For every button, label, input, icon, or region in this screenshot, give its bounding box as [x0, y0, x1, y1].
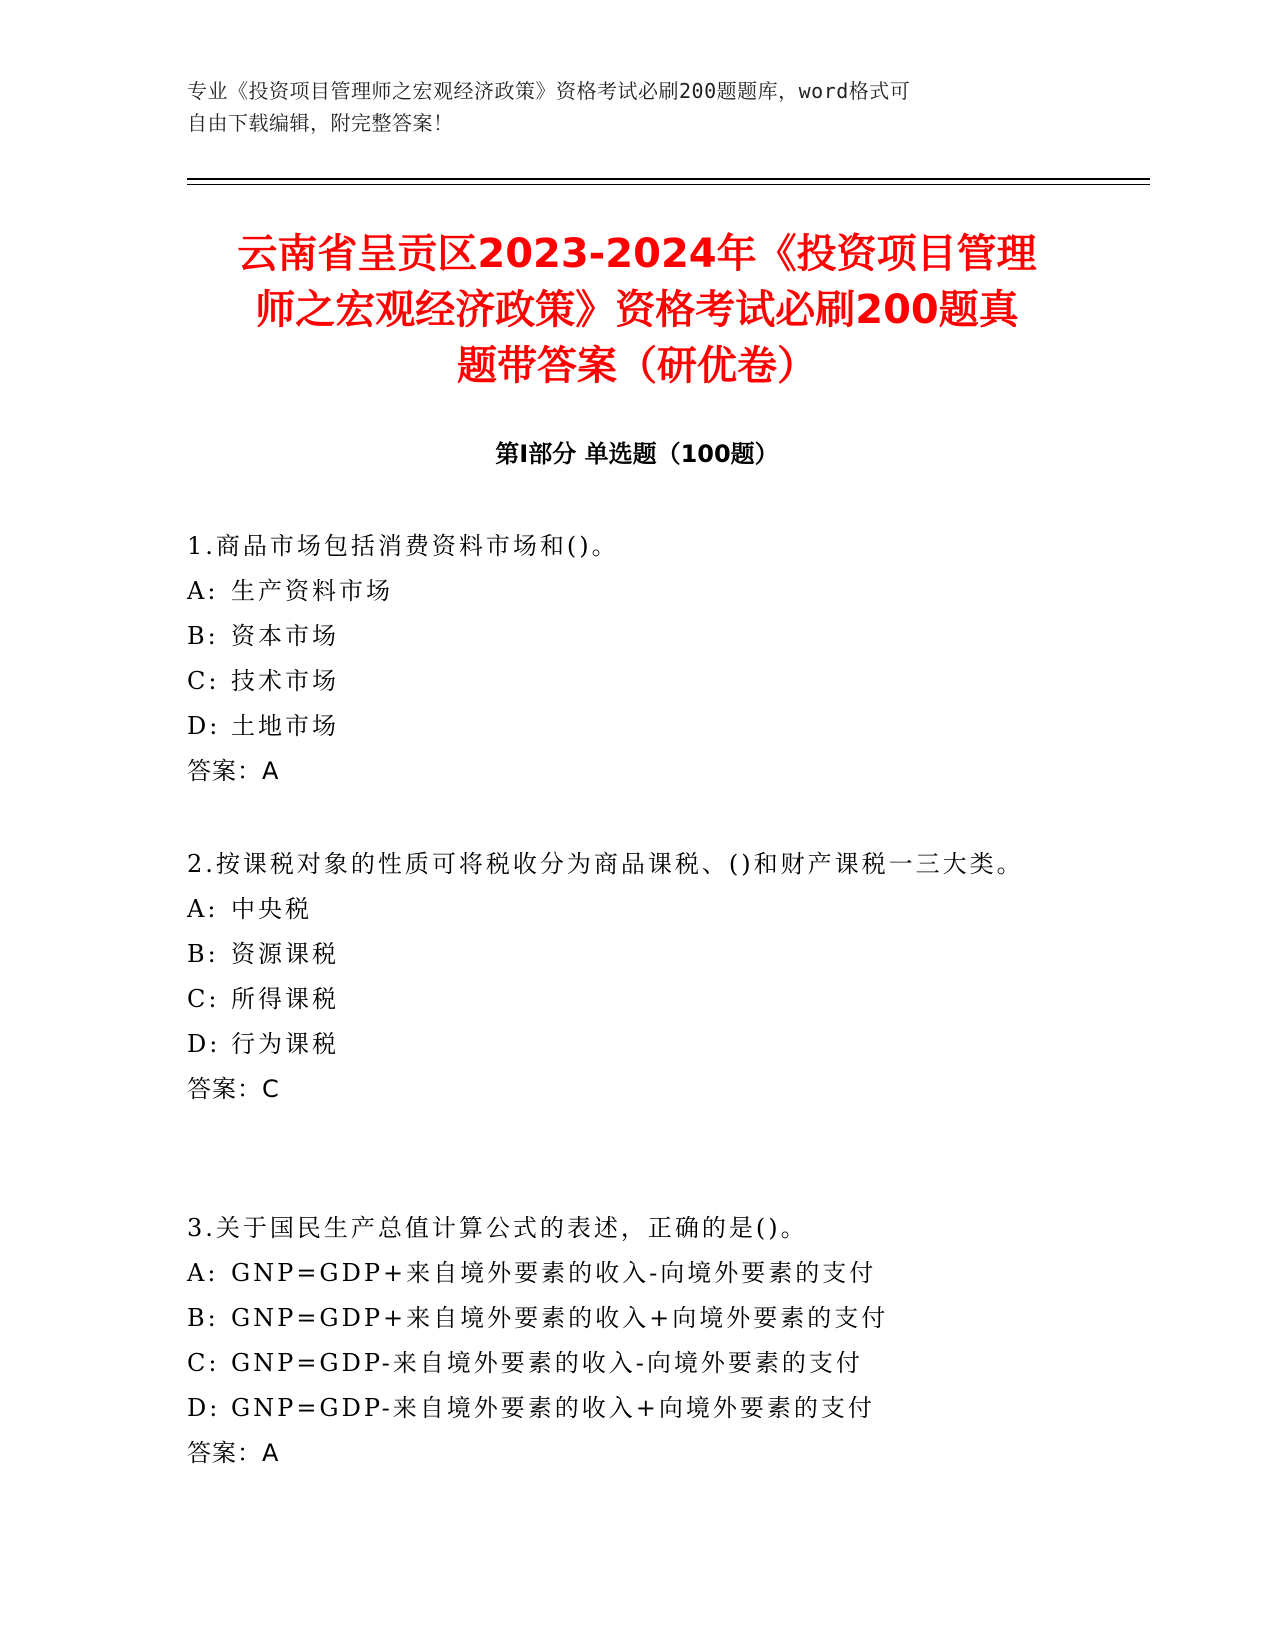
option-d: [187, 1022, 1087, 1067]
header-rule-thick: [187, 178, 1150, 180]
option-a: [187, 1251, 1087, 1296]
option-letter: A:: [187, 577, 219, 605]
option-letter: A:: [187, 895, 219, 923]
question-2: [187, 842, 1087, 1112]
option-text: GNP=GDP-来自境外要素的收入+向境外要素的支付: [231, 1394, 875, 1422]
answer-label: 答案：: [187, 1439, 262, 1467]
answer-label: 答案：: [187, 757, 262, 785]
answer-value: C: [262, 1075, 280, 1103]
option-letter: C:: [187, 667, 220, 695]
option-text: GNP=GDP-来自境外要素的收入-向境外要素的支付: [231, 1349, 863, 1377]
option-letter: A:: [187, 1259, 219, 1287]
option-letter: D:: [187, 1030, 221, 1058]
option-letter: C:: [187, 1349, 220, 1377]
header-rule-thin: [187, 184, 1150, 185]
option-letter: B:: [187, 622, 219, 650]
option-b: [187, 1296, 1087, 1341]
option-letter: B:: [187, 940, 219, 968]
option-text: 资本市场: [231, 622, 339, 650]
option-a: [187, 569, 1087, 614]
section-title: 第Ⅰ部分 单选题（100题）: [495, 440, 779, 468]
answer-line: [187, 1431, 1087, 1476]
option-letter: D:: [187, 712, 221, 740]
question-stem: 2.按课税对象的性质可将税收分为商品课税、()和财产课税一三大类。: [187, 850, 1024, 878]
option-d: [187, 704, 1087, 749]
document-title: [187, 226, 1087, 394]
option-letter: D:: [187, 1394, 221, 1422]
option-letter: B:: [187, 1304, 219, 1332]
answer-value: A: [262, 1439, 280, 1467]
option-text: 所得课税: [231, 985, 339, 1013]
option-text: GNP=GDP+来自境外要素的收入+向境外要素的支付: [231, 1304, 889, 1332]
option-c: [187, 1341, 1087, 1386]
question-stem: 3.关于国民生产总值计算公式的表述，正确的是()。: [187, 1214, 808, 1242]
option-text: 土地市场: [231, 712, 339, 740]
option-c: [187, 659, 1087, 704]
option-a: [187, 887, 1087, 932]
option-text: 技术市场: [231, 667, 339, 695]
answer-label: 答案：: [187, 1075, 262, 1103]
answer-line: [187, 749, 1087, 794]
document-title-line-1: 云南省呈贡区2023-2024年《投资项目管理: [237, 231, 1037, 277]
option-c: [187, 977, 1087, 1022]
option-text: 行为课税: [231, 1030, 339, 1058]
option-text: 生产资料市场: [231, 577, 393, 605]
answer-value: A: [262, 757, 280, 785]
option-b: [187, 614, 1087, 659]
option-text: 资源课税: [231, 940, 339, 968]
question-3: [187, 1206, 1087, 1476]
option-text: GNP=GDP+来自境外要素的收入-向境外要素的支付: [231, 1259, 877, 1287]
option-d: [187, 1386, 1087, 1431]
header-note: [187, 75, 1067, 139]
option-b: [187, 932, 1087, 977]
option-letter: C:: [187, 985, 220, 1013]
document-title-line-2: 师之宏观经济政策》资格考试必刷200题真: [255, 287, 1019, 333]
question-stem: 1.商品市场包括消费资料市场和()。: [187, 532, 619, 560]
question-1: [187, 524, 1087, 794]
answer-line: [187, 1067, 1087, 1112]
header-note-line-2: 自由下载编辑，附完整答案！: [187, 111, 454, 135]
document-title-line-3: 题带答案（研优卷）: [457, 343, 817, 389]
option-text: 中央税: [231, 895, 312, 923]
header-note-line-1: 专业《投资项目管理师之宏观经济政策》资格考试必刷200题题库，word格式可: [187, 79, 911, 103]
